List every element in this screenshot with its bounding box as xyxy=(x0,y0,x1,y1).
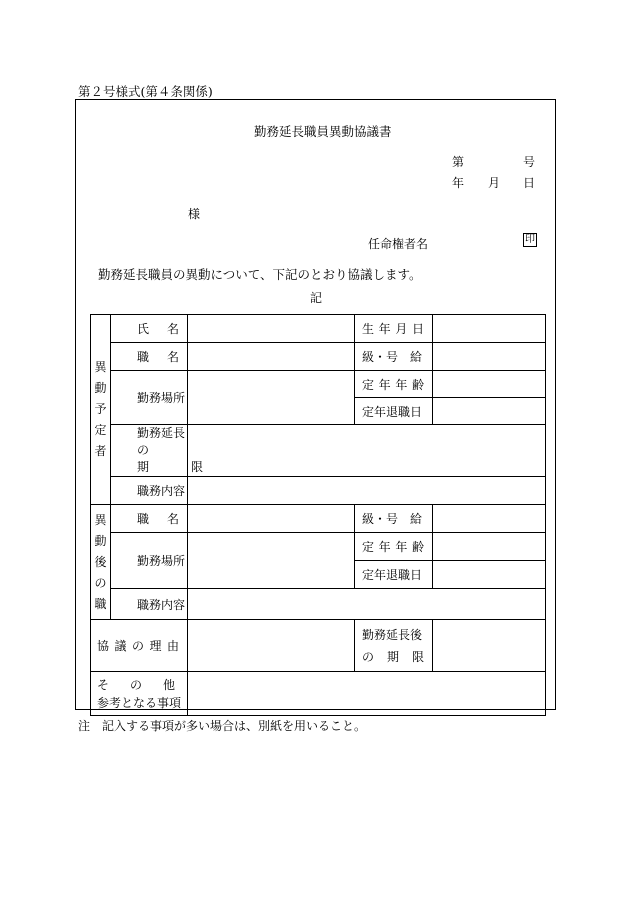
label-reason: 協 議 の 理 由 xyxy=(91,620,188,672)
label-name: 氏 名 xyxy=(111,315,188,343)
label-extension-period: 勤務延長の 期 限 xyxy=(111,425,188,477)
field-birthdate[interactable] xyxy=(433,315,546,343)
note-text: 記入する事項が多い場合は、別紙を用いること。 xyxy=(102,719,367,733)
field-duties[interactable] xyxy=(188,477,546,505)
field-after-extension-period[interactable] xyxy=(433,620,546,672)
number-prefix: 第 xyxy=(452,155,465,169)
field-new-retire-date[interactable] xyxy=(433,561,546,589)
field-new-post[interactable] xyxy=(188,505,355,533)
label-other-notes: そ の 他 参考となる事項 xyxy=(91,672,188,716)
label-new-post: 職 名 xyxy=(111,505,188,533)
field-new-retire-age[interactable] xyxy=(433,533,546,561)
field-reason[interactable] xyxy=(188,620,355,672)
number-suffix: 号 xyxy=(523,155,536,169)
document-title: 勤務延長職員異動協議書 xyxy=(254,124,392,139)
label-new-grade: 級・号 給 xyxy=(355,505,433,533)
date-day: 日 xyxy=(523,176,536,190)
field-retire-date[interactable] xyxy=(433,398,546,425)
label-retire-date: 定年退職日 xyxy=(355,398,433,425)
section-after-label: 異 動 後 の 職 xyxy=(91,505,111,620)
label-post: 職 名 xyxy=(111,343,188,371)
field-workplace[interactable] xyxy=(188,371,355,425)
date-month: 月 xyxy=(488,176,501,190)
field-new-grade[interactable] xyxy=(433,505,546,533)
label-new-retire-date: 定年退職日 xyxy=(355,561,433,589)
ki-heading: 記 xyxy=(310,291,323,305)
label-birthdate: 生 年 月 日 xyxy=(355,315,433,343)
form-table xyxy=(90,314,546,716)
label-workplace: 勤 務 場 所 xyxy=(111,371,188,425)
addressee-suffix: 様 xyxy=(188,207,201,221)
field-grade[interactable] xyxy=(433,343,546,371)
field-name[interactable] xyxy=(188,315,355,343)
date-year: 年 xyxy=(452,176,465,190)
field-extension-period[interactable] xyxy=(188,425,546,477)
field-other-notes[interactable] xyxy=(188,672,546,716)
appointer-label: 任命権者名 xyxy=(368,237,429,251)
form-number: 第２号様式(第４条関係) xyxy=(78,84,213,99)
field-post[interactable] xyxy=(188,343,355,371)
label-new-workplace: 勤 務 場 所 xyxy=(111,533,188,589)
field-new-duties[interactable] xyxy=(188,589,546,620)
intro-text: 勤務延長職員の異動について、下記のとおり協議します。 xyxy=(98,267,422,282)
label-new-duties: 職 務 内 容 xyxy=(111,589,188,620)
label-grade: 級・号 給 xyxy=(355,343,433,371)
section-before-label: 異 動 予 定 者 xyxy=(91,315,111,505)
field-retire-age[interactable] xyxy=(433,371,546,398)
label-retire-age: 定 年 年 齢 xyxy=(355,371,433,398)
field-new-workplace[interactable] xyxy=(188,533,355,589)
label-duties: 職 務 内 容 xyxy=(111,477,188,505)
seal-mark: 印 xyxy=(525,234,535,245)
label-after-extension-period: 勤務延長後 の 期 限 xyxy=(355,620,433,672)
note-label: 注 xyxy=(78,719,91,733)
label-new-retire-age: 定 年 年 齢 xyxy=(355,533,433,561)
